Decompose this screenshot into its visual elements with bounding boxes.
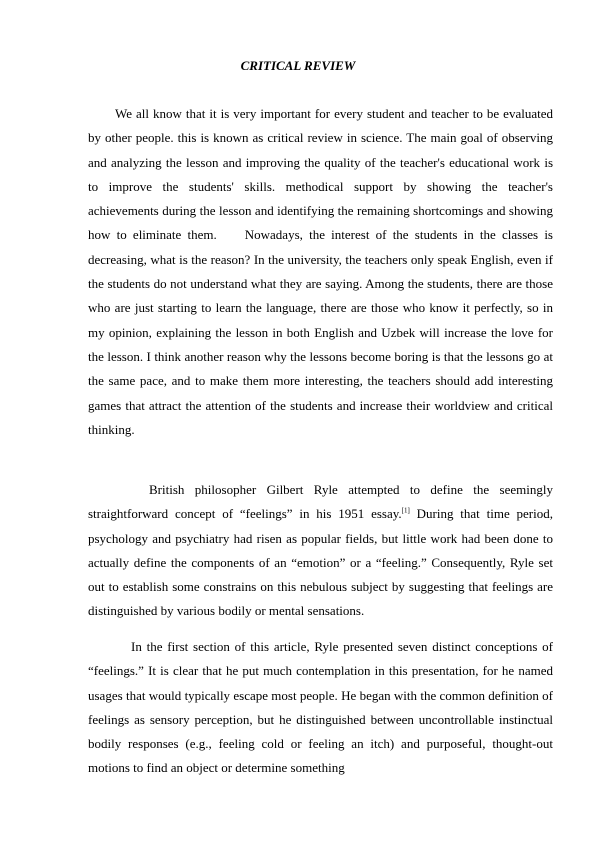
paragraph-1 bbox=[88, 102, 553, 442]
paragraph-1-part-b: Nowadays, the interest of the students in the classes is decreasing, what is the reason? In the university, the teachers only speak English, even if the students do not understand what they are saying. Among the students, there are those who are just starting to learn the language, there are those who know it perfectly, so in my opinion, explaining the lesson in both English and Uzbek will increase the love for the lesson. I think another reason why the lessons become boring is that the lessons go at the same pace, and to make them more interesting, the teachers should add interesting games that attract the attention of the students and increase their worldview and critical thinking. bbox=[88, 227, 553, 437]
paragraph-2-text-after-citation: During that time period, psychology and psychiatry had risen as popular fields, but little work had been done to actually define the components of an “emotion” or a “feeling.” Consequently, Ryle set out to establish some constrains on this nebulous subject by suggesting that feelings are distinguished by various bodily or mental sensations. bbox=[88, 506, 553, 619]
document-title: CRITICAL REVIEW bbox=[240, 58, 356, 73]
citation-marker: [1] bbox=[401, 506, 410, 515]
paragraph-2-text-before-citation: British philosopher Gilbert Ryle attempted to define the seemingly straightforward concept of “feelings” in his 1951 essay. bbox=[88, 482, 553, 522]
paragraph-3 bbox=[88, 635, 553, 781]
paragraph-2 bbox=[88, 478, 553, 624]
paragraph-3-text: In the first section of this article, Ryle presented seven distinct conceptions of “feelings.” It is clear that he put much contemplation in this presentation, for he named usages that would typically escape most people. He began with the common definition of feelings as sensory perception, but he distinguished between uncontrollable instinctual bodily responses (e.g., feeling cold or feeling an itch) and purposeful, thought-out motions to find an object or determine something bbox=[88, 639, 553, 776]
paragraph-1-part-a: We all know that it is very important for every student and teacher to be evaluated by other people. this is known as critical review in science. The main goal of observing and analyzing the lesson and improving the quality of the teacher's educational work is to improve the students' skills. methodical support by showing the teacher's achievements during the lesson and identifying the remaining shortcomings and showing how to eliminate them. bbox=[88, 106, 553, 243]
